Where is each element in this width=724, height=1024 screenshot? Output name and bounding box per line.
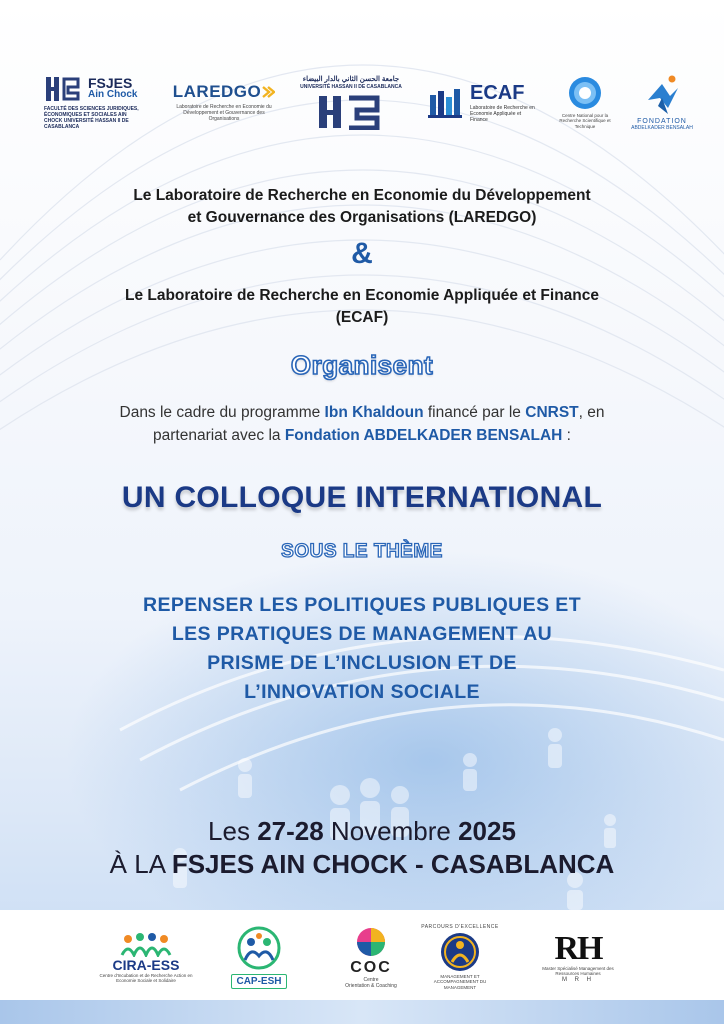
cira-title: CIRA-ESS [112, 956, 180, 973]
cira-ess-logo [96, 918, 196, 996]
cap-esh-emblem-icon [235, 926, 283, 972]
parcours-excellence-logo [418, 918, 502, 996]
master-rh-logo [536, 918, 620, 996]
intro-text-4: partenariat avec la [153, 427, 285, 444]
fondation-bird-icon [642, 74, 682, 118]
uh2c-arabic: جامعة الحسن الثاني بالدار البيضاء [302, 75, 400, 83]
intro-text-2: financé par le [423, 404, 526, 421]
fondation-subtitle: ABDELKADER BENSALAH [631, 124, 693, 131]
dates-month: Novembre [323, 816, 459, 846]
colloque-heading: UN COLLOQUE INTERNATIONAL [121, 481, 603, 514]
cnrst-caption: Centre National pour la Recherche Scientifique et Technique [559, 112, 611, 129]
uh2c-caption: UNIVERSITÉ HASSAN II DE CASABLANCA [300, 83, 402, 90]
fondation-text: Fondation ABDELKADER BENSALAH [284, 427, 563, 444]
parcours-arc-text: PARCOURS D'EXCELLENCE [421, 923, 499, 930]
ecaf-caption: Laboratoire de Recherche en Economie Appliquée et Finance [470, 104, 535, 123]
intro-line-2 [50, 424, 674, 447]
organisent-heading: Organisent [290, 350, 434, 380]
ecaf-line-1: Le Laboratoire de Recherche en Economie Appliquée et Finance [124, 287, 599, 304]
fsjes-title: FSJES [88, 74, 133, 91]
theme-line-2: LES PRATIQUES DE MANAGEMENT AU [171, 623, 553, 645]
venue-place: FSJES AIN CHOCK - CASABLANCA [171, 849, 615, 879]
coc-title: COC [350, 959, 392, 976]
cnrst-emblem-icon [567, 75, 603, 111]
ampersand: & [351, 237, 373, 270]
uh2c-logo [296, 62, 406, 142]
cap-esh-logo [224, 918, 294, 996]
intro-text-3: , en [578, 404, 605, 421]
ecaf-books-icon [426, 85, 466, 119]
laredgo-title: LAREDGO [172, 82, 262, 101]
cnrst-text: CNRST [525, 404, 579, 421]
footer-logo-bar [0, 910, 724, 1000]
dates-year: 2025 [458, 816, 516, 846]
ecaf-heading [40, 285, 684, 329]
cnrst-logo [556, 62, 614, 142]
intro-paragraph [50, 401, 674, 447]
coc-caption-1: Centre [363, 977, 379, 983]
venue-prefix: À LA [109, 849, 172, 879]
event-venue [0, 849, 724, 880]
rh-title: RH [554, 929, 602, 967]
intro-text-1: Dans le cadre du programme [119, 404, 325, 421]
parcours-emblem-icon [438, 930, 482, 974]
laredgo-logo [174, 62, 274, 142]
coc-logo [336, 918, 406, 996]
sous-le-theme-heading: SOUS LE THÈME [281, 541, 443, 562]
fsjes-emblem-icon [44, 75, 84, 103]
theme-line-3: PRISME DE L’INCLUSION ET DE [207, 652, 517, 674]
cira-people-icon [118, 931, 174, 957]
laredgo-line-2: et Gouvernance des Organisations (LAREDGO) [187, 209, 537, 226]
ibn-khaldoun-text: Ibn Khaldoun [324, 404, 424, 421]
laredgo-arrow-icon [261, 85, 275, 99]
fondation-logo [620, 62, 704, 142]
fsjes-logo [44, 62, 154, 142]
rh-caption: Master Spécialisé Management des Ressources Humaines [542, 965, 614, 976]
coc-brain-icon [354, 925, 388, 959]
laredgo-line-1: Le Laboratoire de Recherche en Economie du Développement [133, 187, 591, 204]
fondation-title: FONDATION [637, 117, 687, 125]
dates-les: Les [208, 816, 258, 846]
laredgo-caption: Laboratoire de Recherche en Economie du Développement et Gouvernance des Organisations [176, 104, 272, 122]
cap-esh-title: CAP-ESH [231, 974, 286, 989]
theme-line-4: L’INNOVATION SOCIALE [244, 681, 480, 703]
cira-caption: Centre d'Incubation et de Recherche Action en Economie Sociale et Solidaire [99, 972, 193, 983]
bottom-strip [0, 1000, 724, 1024]
event-dates [0, 816, 724, 847]
fsjes-caption: FACULTÉ DES SCIENCES JURIDIQUES, ÉCONOMIQUES ET SOCIALES AIN CHOCK UNIVERSITÉ HASSAN II DE CASABLANCA [44, 105, 139, 130]
theme-title [60, 591, 664, 707]
theme-line-1: REPENSER LES POLITIQUES PUBLIQUES ET [142, 594, 582, 616]
coc-caption-2: Orientation & Coaching [345, 983, 397, 989]
uh2c-emblem-icon [311, 92, 391, 130]
ecaf-line-2: (ECAF) [335, 309, 389, 326]
fsjes-subtitle: Ain Chock [88, 88, 138, 100]
ecaf-logo [426, 62, 538, 142]
ecaf-title: ECAF [470, 81, 525, 104]
intro-line-1 [50, 401, 674, 424]
rh-letters: M R H [562, 976, 594, 983]
intro-text-5: : [562, 427, 571, 444]
parcours-caption: MANAGEMENT ET ACCOMPAGNEMENT DU MANAGEMENT [433, 973, 487, 990]
partner-logo-row [0, 62, 724, 142]
dates-days: 27-28 [257, 816, 324, 846]
laredgo-heading [40, 185, 684, 229]
